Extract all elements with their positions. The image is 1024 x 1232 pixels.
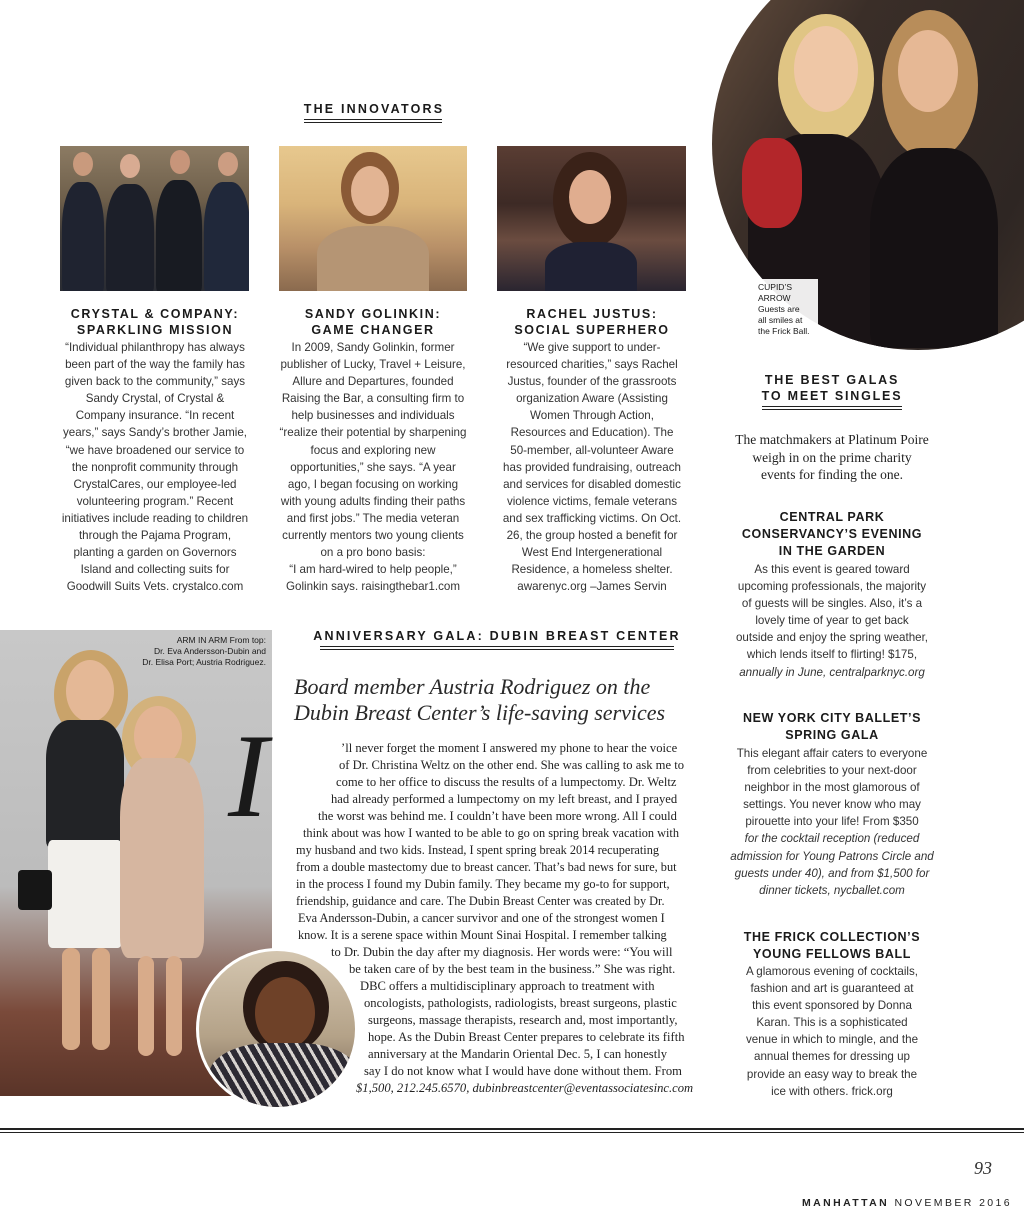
article-line: hope. As the Dubin Breast Center prepares to celebrate its fifth <box>368 1030 685 1044</box>
column-body-sandy <box>268 339 478 595</box>
body-line: fashion and art is guaranteed at <box>750 982 914 996</box>
body-line: which lends itself to flirting! $175, <box>746 648 918 662</box>
event-title-line: YOUNG FELLOWS BALL <box>752 947 911 961</box>
column-title-sandy <box>268 306 478 338</box>
body-line: volunteering program.” Recent <box>76 494 234 508</box>
body-line: organization Aware (Assisting <box>516 392 668 406</box>
issue-date: NOVEMBER 2016 <box>894 1197 1013 1209</box>
sidebar-intro-line: The matchmakers at Platinum Poire <box>735 432 929 447</box>
article-line: DBC offers a multidisciplinary approach to treatment with <box>360 979 655 993</box>
sandy-golinkin-photo <box>279 146 467 291</box>
article-line: $1,500, 212.245.6570, dubinbreastcenter@eventassociatesinc.com <box>356 1081 694 1095</box>
body-line: “I am hard-wired to help people,” <box>289 563 457 577</box>
article-line: think about was how I wanted to be able to go on spring break vacation with <box>303 826 679 840</box>
article-line: had already performed a lumpectomy on my left breast, and I prayed <box>331 792 678 806</box>
section-title-innovators: THE INNOVATORS <box>303 102 445 116</box>
sidebar-title-line: THE BEST GALAS <box>764 373 900 387</box>
column-body-crystal <box>52 339 258 595</box>
sidebar-intro-line: events for finding the one. <box>760 467 904 482</box>
body-line: focus and exploring new <box>310 443 436 457</box>
article-line: friendship, guidance and care. The Dubin Breast Center was created by Dr. <box>296 894 665 908</box>
body-line: through the Pajama Program, <box>78 529 232 543</box>
event-body-frick <box>722 963 942 1100</box>
article-line: the worst was behind me. I couldn’t have been more wrong. All I could <box>318 809 677 823</box>
body-line: initiatives include reading to children <box>61 511 249 525</box>
body-line: outside and enjoy the spring weather, <box>735 631 929 645</box>
article-line: in the process I found my Dubin family. They became my go-to for support, <box>296 877 670 891</box>
body-line: annually in June, centralparknyc.org <box>739 665 925 679</box>
body-line: help businesses and individuals <box>291 409 455 423</box>
body-line: A glamorous evening of cocktails, <box>745 965 919 978</box>
body-line: “we have broadened our service to <box>65 443 245 457</box>
column-title-line: SANDY GOLINKIN: <box>304 307 442 321</box>
article-line: ’ll never forget the moment I answered my phone to hear the voice <box>341 741 678 755</box>
cupid-caption-line: the Frick Ball. <box>758 326 810 336</box>
body-line: upcoming professionals, the majority <box>737 580 927 594</box>
body-line: on a pro bono basis: <box>320 546 426 560</box>
event-title-line: THE FRICK COLLECTION’S <box>743 930 921 944</box>
body-line: 50-member, all-volunteer Aware <box>510 443 674 457</box>
body-line: “realize their potential by sharpening <box>279 426 467 440</box>
footer-rule <box>0 1128 1024 1133</box>
body-line: Raising the Bar, a consulting firm to <box>281 392 465 406</box>
body-line: “Individual philanthropy has always <box>65 341 245 354</box>
body-line: Company insurance. “In recent <box>75 409 235 423</box>
column-title-line: CRYSTAL & COMPANY: <box>70 307 240 321</box>
body-line: Women Through Action, <box>530 409 654 423</box>
article-line: surgeons, massage therapists, research and, most importantly, <box>368 1013 678 1027</box>
cupid-caption-line: all smiles at <box>758 315 803 325</box>
body-line: Justus, founder of the grassroots <box>507 375 677 389</box>
column-title-line: SPARKLING MISSION <box>76 323 234 337</box>
cupid-caption-line: Guests are <box>758 304 800 314</box>
sidebar-intro <box>724 431 940 484</box>
body-line: Karan. This is a sophisticated <box>756 1016 908 1030</box>
body-line: has provided fundraising, outreach <box>503 460 681 474</box>
body-line: Allure and Departures, founded <box>292 375 454 389</box>
body-line: Residence, a homeless shelter. <box>511 563 673 577</box>
article-line: say I do not know what I would have done without them. From <box>364 1064 682 1078</box>
body-line: annual themes for dressing up <box>754 1050 910 1064</box>
event-title-frick <box>722 929 942 963</box>
body-line: the nonprofit community through <box>71 460 239 474</box>
event-body-central-park <box>722 561 942 681</box>
dek-line: Dubin Breast Center’s life-saving services <box>294 700 666 725</box>
event-title-line: NEW YORK CITY BALLET’S <box>742 711 922 725</box>
body-line: this event sponsored by Donna <box>752 999 912 1013</box>
body-line: Sandy Crystal, of Crystal & <box>85 392 225 406</box>
article-line: to Dr. Dubin the day after my diagnosis. Her words were: “You will <box>331 945 673 959</box>
body-line: resourced charities,” says Rachel <box>506 358 678 372</box>
article-line: be taken care of by the best team in the business.” She was right. <box>349 962 676 976</box>
body-line: CrystalCares, our employee-led <box>73 477 237 491</box>
body-line: Golinkin says. raisingthebar1.com <box>286 580 460 594</box>
event-title-line: CONSERVANCY’S EVENING <box>741 527 923 541</box>
crystal-family-photo <box>60 146 249 291</box>
page-number: 93 <box>974 1158 992 1178</box>
body-line: admission for Young Patrons Circle and <box>730 849 934 863</box>
body-line: from celebrities to your next-door <box>747 764 917 778</box>
body-line: lovely time of year to get back <box>755 614 909 628</box>
body-line: planting a garden on Governors <box>73 546 237 560</box>
body-line: and services for disabled domestic <box>503 477 681 491</box>
body-line: awarenyc.org –James Servin <box>517 580 667 594</box>
section-title-anniversary: ANNIVERSARY GALA: DUBIN BREAST CENTER <box>313 629 681 643</box>
body-line: with young adults finding their paths <box>280 494 466 508</box>
body-line: and first jobs.” The media veteran <box>286 511 460 525</box>
caption-line: Dr. Eva Andersson-Dubin and <box>154 646 266 656</box>
masthead <box>802 1197 1012 1209</box>
body-line: In 2009, Sandy Golinkin, former <box>291 341 455 354</box>
body-line: and sex trafficking victims. On Oct. <box>502 511 682 525</box>
body-line: As this event is geared toward <box>754 563 910 576</box>
body-line: venue in which to mingle, and the <box>745 1033 919 1047</box>
body-line: Goodwill Suits Vets. crystalco.com <box>66 580 244 594</box>
article-line: oncologists, pathologists, radiologists, breast surgeons, plastic <box>364 996 677 1010</box>
article-line: Eva Andersson-Dubin, a cancer survivor and one of the strongest women I <box>298 911 665 925</box>
event-body-nycb <box>722 745 942 899</box>
body-line: West End Intergenerational <box>521 546 663 560</box>
event-title-line: CENTRAL PARK <box>779 510 885 524</box>
event-title-line: IN THE GARDEN <box>778 544 886 558</box>
column-title-crystal <box>50 306 260 338</box>
body-line: guests under 40), and from $1,500 for <box>734 866 930 880</box>
article-line: know. It is a serene space within Mount Sinai Hospital. I remember talking <box>298 928 667 942</box>
sidebar-title-line: TO MEET SINGLES <box>761 389 903 403</box>
body-line: given back to the community,” says <box>64 375 246 389</box>
rachel-justus-photo <box>497 146 686 291</box>
body-line: neighbor in the most glamorous of <box>744 781 920 795</box>
sidebar-intro-line: weigh in on the prime charity <box>752 449 912 465</box>
anniversary-rule <box>320 646 674 650</box>
column-body-rachel <box>487 339 697 595</box>
austria-rodriguez-photo <box>196 948 358 1110</box>
body-line: publisher of Lucky, Travel + Leisure, <box>280 358 466 372</box>
cupid-caption-line: ARROW <box>758 293 791 303</box>
magazine-name: MANHATTAN <box>802 1197 890 1209</box>
sidebar-title <box>732 372 932 404</box>
caption-line: ARM IN ARM From top: <box>176 635 266 645</box>
event-title-central-park <box>722 509 942 560</box>
body-line: for the cocktail reception (reduced <box>744 832 920 846</box>
cupid-caption <box>758 282 820 337</box>
caption-line: Dr. Elisa Port; Austria Rodriguez. <box>142 657 266 667</box>
cupid-caption-line: CUPID’S <box>758 282 793 292</box>
column-title-line: SOCIAL SUPERHERO <box>514 323 670 337</box>
article-line: of Dr. Christina Weltz on the other end. She was calling to ask me to <box>339 758 685 772</box>
dek-line: Board member Austria Rodriguez on the <box>294 674 651 699</box>
section-rule <box>304 119 442 123</box>
body-line: dinner tickets, nycballet.com <box>759 883 905 897</box>
body-line: “We give support to under- <box>523 341 661 354</box>
event-title-nycb <box>722 710 942 744</box>
body-line: opportunities,” she says. “A year <box>290 460 456 474</box>
article-line: anniversary at the Mandarin Oriental Dec. 5, I can honestly <box>368 1047 667 1061</box>
drop-cap: I <box>228 709 268 842</box>
body-line: 26, the group hosted a benefit for <box>506 529 678 543</box>
body-line: pirouette into your life! From $350 <box>745 815 919 829</box>
body-line: ago, I began focusing on working <box>287 477 459 491</box>
article-line: my husband and two kids. Instead, I spent spring break 2014 recuperating <box>296 843 660 857</box>
article-line: come to her office to discuss the results of a lumpectomy. Dr. Weltz <box>336 775 677 789</box>
body-line: of guests will be singles. Also, it’s a <box>741 597 923 611</box>
body-line: Resources and Education). The <box>510 426 674 440</box>
body-line: Island and collecting suits for <box>80 563 230 577</box>
event-title-line: SPRING GALA <box>785 728 879 742</box>
body-line: years,” says Sandy’s brother Jamie, <box>62 426 248 440</box>
body-line: settings. You never know who may <box>743 798 921 812</box>
column-title-line: GAME CHANGER <box>311 323 435 337</box>
article-dek <box>294 674 714 726</box>
column-title-rachel <box>487 306 697 338</box>
body-line: ice with others. frick.org <box>771 1084 893 1098</box>
body-line: been part of the way the family has <box>65 358 245 372</box>
sidebar-rule <box>762 406 902 410</box>
body-line: currently mentors two young clients <box>282 529 464 543</box>
body-line: provide an easy way to break the <box>746 1067 918 1081</box>
arm-in-arm-caption <box>140 635 266 668</box>
body-line: This elegant affair caters to everyone <box>736 747 928 760</box>
column-title-line: RACHEL JUSTUS: <box>526 307 658 321</box>
article-line: from a double mastectomy due to breast cancer. That’s bad news for sure, but <box>296 860 677 874</box>
body-line: violence victims, female veterans <box>506 494 678 508</box>
